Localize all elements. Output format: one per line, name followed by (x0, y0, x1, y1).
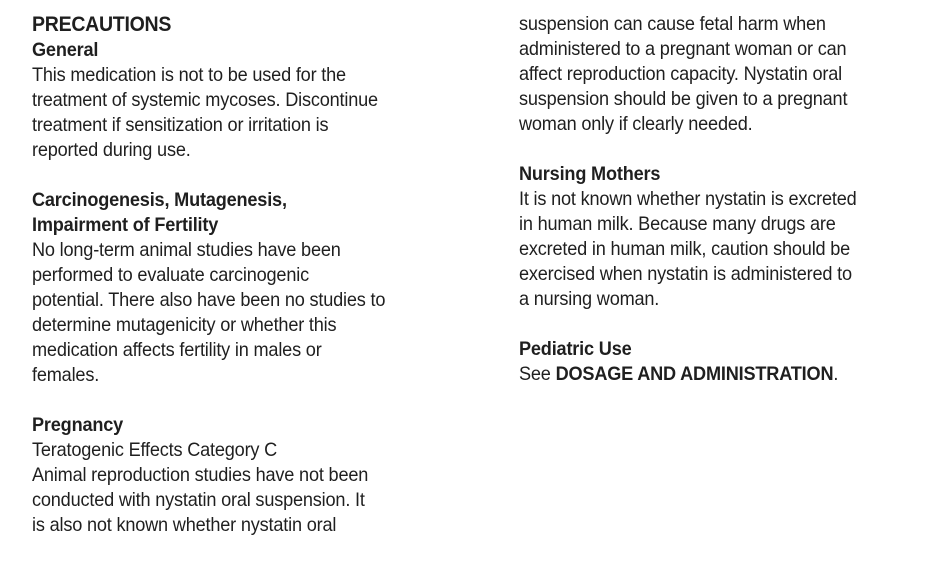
precautions-title: PRECAUTIONS (32, 13, 172, 36)
pregnancy-heading: Pregnancy (32, 414, 124, 436)
text-line: administered to a pregnant woman or can (519, 38, 847, 60)
section-carcinogenesis (32, 188, 469, 388)
nursing-mothers-paragraph (519, 187, 936, 312)
text-line: females. (32, 364, 100, 386)
text-line: Animal reproduction studies have not been (32, 464, 369, 486)
text-line: a nursing woman. (519, 288, 660, 310)
period-suffix: . (833, 363, 839, 385)
text-line: suspension can cause fetal harm when (519, 13, 826, 35)
text-line: affect reproduction capacity. Nystatin oral (519, 63, 842, 85)
pediatric-use-paragraph (519, 362, 936, 387)
text-line: medication affects fertility in males or (32, 339, 322, 361)
text-line: determine mutagenicity or whether this (32, 314, 337, 336)
text-line: reported during use. (32, 139, 191, 161)
text-line: performed to evaluate carcinogenic (32, 264, 309, 286)
text-line: is also not known whether nystatin oral (32, 514, 337, 536)
general-heading: General (32, 39, 99, 61)
carcinogenesis-heading (32, 188, 469, 238)
general-paragraph (32, 63, 469, 163)
section-pregnancy (32, 413, 469, 538)
pediatric-use-heading: Pediatric Use (519, 338, 632, 360)
heading-line: Carcinogenesis, Mutagenesis, (32, 189, 287, 211)
left-column (32, 12, 469, 563)
text-line: exercised when nystatin is administered to (519, 263, 852, 285)
text-line: No long-term animal studies have been (32, 239, 341, 261)
see-prefix: See (519, 363, 556, 385)
pediatric-use-line (519, 362, 936, 387)
nursing-mothers-heading: Nursing Mothers (519, 163, 661, 185)
section-general (32, 12, 469, 163)
text-line: This medication is not to be used for the (32, 64, 346, 86)
text-line: treatment if sensitization or irritation is (32, 114, 329, 136)
dosage-reference: DOSAGE AND ADMINISTRATION (555, 363, 834, 385)
text-line: potential. There also have been no studies to (32, 289, 386, 311)
text-line: woman only if clearly needed. (519, 113, 753, 135)
pregnancy-paragraph (32, 438, 469, 538)
pregnancy-continued-paragraph (519, 12, 936, 137)
text-line: suspension should be given to a pregnant (519, 88, 848, 110)
section-pregnancy-continued (519, 12, 936, 137)
text-line: Teratogenic Effects Category C (32, 439, 278, 461)
text-line: in human milk. Because many drugs are (519, 213, 836, 235)
text-line: excreted in human milk, caution should be (519, 238, 851, 260)
section-pediatric-use (519, 337, 936, 387)
text-line: conducted with nystatin oral suspension. It (32, 489, 365, 511)
section-nursing-mothers (519, 162, 936, 312)
right-column (519, 12, 936, 412)
text-line: It is not known whether nystatin is excreted (519, 188, 857, 210)
carcinogenesis-paragraph (32, 238, 469, 388)
heading-line: Impairment of Fertility (32, 214, 219, 236)
text-line: treatment of systemic mycoses. Discontinue (32, 89, 378, 111)
